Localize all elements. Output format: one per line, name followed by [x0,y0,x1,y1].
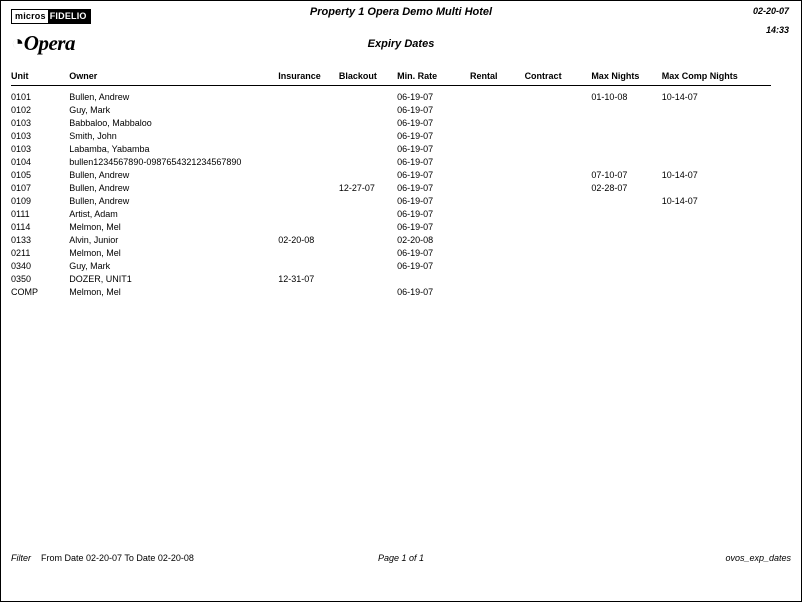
table-row [11,117,771,130]
table-row [11,247,771,260]
fidelio-logo-text: FIDELIO [48,10,90,23]
cell-max-comp-nights [662,182,771,195]
table-row [11,143,771,156]
cell-max-nights [591,247,661,260]
cell-rental [470,208,525,221]
table-row [11,130,771,143]
page-indicator: Page 1 of 1 [377,553,425,563]
cell-contract [525,221,592,234]
cell-contract [525,234,592,247]
cell-insurance [278,143,339,156]
cell-owner: Melmon, Mel [69,287,121,297]
cell-max-nights [591,130,661,143]
cell-rental [470,169,525,182]
cell-rental [470,195,525,208]
cell-rental [470,260,525,273]
cell-max-comp-nights [662,273,771,286]
cell-max-nights [591,156,661,169]
table-header [11,71,771,86]
cell-blackout [339,247,397,260]
cell-min-rate: 06-19-07 [397,144,434,154]
cell-max-nights [591,273,661,286]
table-row [11,221,771,234]
report-date-stamp: 02-20-07 [752,6,789,16]
cell-contract [525,156,592,169]
report-table-wrapper [11,71,771,299]
cell-blackout [339,221,397,234]
cell-max-comp-nights: 10-14-07 [661,196,698,206]
cell-max-comp-nights [662,247,771,260]
cell-unit: 0114 [11,222,31,232]
report-footer [11,553,791,565]
cell-rental [470,143,525,156]
cell-min-rate: 06-19-07 [397,183,434,193]
cell-min-rate: 06-19-07 [397,196,434,206]
cell-rental [470,247,525,260]
cell-min-rate: 06-19-07 [397,118,434,128]
cell-blackout [339,156,397,169]
cell-unit: 0103 [11,118,32,128]
table-row [11,234,771,247]
column-header-contract: Contract [524,71,562,81]
cell-blackout [339,143,397,156]
column-header-rental: Rental [469,71,498,81]
cell-insurance [278,195,339,208]
cell-blackout [339,286,397,299]
table-row [11,260,771,273]
cell-max-comp-nights: 10-14-07 [661,92,698,102]
cell-unit: 0103 [11,131,32,141]
cell-contract [525,286,592,299]
cell-contract [525,195,592,208]
table-row [11,208,771,221]
cell-insurance [278,130,339,143]
cell-owner: Bullen, Andrew [69,196,130,206]
cell-max-nights [591,143,661,156]
cell-max-nights: 02-28-07 [591,183,628,193]
column-header-blackout: Blackout [338,71,377,81]
cell-insurance [278,182,339,195]
cell-contract [525,273,592,286]
cell-owner: Bullen, Andrew [69,92,130,102]
cell-owner: bullen1234567890-0987654321234567890 [69,157,242,167]
cell-max-comp-nights [662,104,771,117]
cell-owner: Bullen, Andrew [69,183,130,193]
cell-max-comp-nights [662,143,771,156]
cell-contract [525,117,592,130]
cell-contract [525,247,592,260]
cell-max-comp-nights [662,221,771,234]
cell-owner: Babbaloo, Mabbaloo [69,118,152,128]
cell-rental [470,234,525,247]
cell-max-nights [591,195,661,208]
cell-blackout [339,273,397,286]
cell-unit: 0111 [11,209,30,219]
cell-min-rate: 06-19-07 [397,92,434,102]
column-header-owner: Owner [69,71,98,81]
cell-unit: 0104 [11,157,32,167]
cell-contract [525,169,592,182]
table-row [11,169,771,182]
table-row [11,273,771,286]
cell-insurance [278,260,339,273]
cell-owner: Melmon, Mel [69,222,121,232]
cell-max-comp-nights [662,286,771,299]
cell-min-rate: 06-19-07 [397,222,434,232]
table-row [11,182,771,195]
column-header-max-nights: Max Nights [591,71,640,81]
report-id: ovos_exp_dates [725,553,791,563]
cell-blackout [339,130,397,143]
cell-insurance [278,286,339,299]
cell-max-nights: 01-10-08 [591,92,628,102]
micros-logo-text: micros [15,11,46,21]
cell-blackout [339,86,397,105]
cell-max-comp-nights [662,130,771,143]
cell-min-rate: 06-19-07 [397,170,434,180]
cell-min-rate: 06-19-07 [397,131,434,141]
cell-unit: 0101 [11,92,32,102]
cell-min-rate: 02-20-08 [397,235,434,245]
cell-min-rate: 06-19-07 [397,287,434,297]
cell-insurance: 02-20-08 [278,235,315,245]
cell-insurance [278,208,339,221]
cell-blackout [339,195,397,208]
opera-brand-text: Opera [23,31,75,55]
cell-max-comp-nights [662,156,771,169]
table-row [11,104,771,117]
table-header-row [11,71,771,85]
cell-owner: Guy, Mark [69,105,111,115]
cell-min-rate: 06-19-07 [397,209,434,219]
cell-rental [470,86,525,105]
cell-unit: 0350 [11,274,32,284]
cell-unit: 0133 [11,235,32,245]
cell-owner: Labamba, Yabamba [69,144,150,154]
cell-min-rate [397,273,470,286]
cell-insurance [278,104,339,117]
cell-insurance [278,221,339,234]
column-header-insurance: Insurance [278,71,321,81]
cell-max-comp-nights [662,234,771,247]
cell-max-nights [591,234,661,247]
cell-max-comp-nights [662,117,771,130]
cell-unit: 0109 [11,196,32,206]
cell-blackout [339,117,397,130]
filter-label: Filter [11,553,31,563]
report-title: Expiry Dates [367,38,435,50]
cell-blackout [339,208,397,221]
cell-max-nights [591,221,661,234]
cell-min-rate: 06-19-07 [397,261,434,271]
cell-max-nights [591,117,661,130]
column-header-unit: Unit [11,71,29,81]
cell-rental [470,286,525,299]
column-header-max-comp-nights: Max Comp Nights [661,71,738,81]
cell-contract [525,104,592,117]
cell-insurance [278,247,339,260]
expiry-dates-table [11,71,771,299]
cell-max-nights [591,286,661,299]
cell-max-nights [591,260,661,273]
cell-blackout: 12-27-07 [338,183,375,193]
cell-unit: 0103 [11,144,32,154]
property-title: Property 1 Opera Demo Multi Hotel [309,6,493,18]
cell-max-comp-nights [662,208,771,221]
cell-unit: 0105 [11,170,32,180]
cell-owner: Alvin, Junior [69,235,119,245]
cell-contract [525,143,592,156]
cell-unit: COMP [11,287,38,297]
cell-insurance [278,86,339,105]
cell-rental [470,117,525,130]
cell-max-nights [591,208,661,221]
cell-max-nights: 07-10-07 [591,170,628,180]
cell-max-comp-nights: 10-14-07 [661,170,698,180]
filter-value: From Date 02-20-07 To Date 02-20-08 [41,553,194,563]
cell-min-rate: 06-19-07 [397,105,434,115]
cell-rental [470,104,525,117]
cell-owner: Smith, John [69,131,117,141]
cell-insurance [278,117,339,130]
cell-contract [525,208,592,221]
cell-contract [525,260,592,273]
cell-unit: 0340 [11,261,32,271]
cell-max-nights [591,104,661,117]
cell-min-rate: 06-19-07 [397,248,434,258]
cell-blackout [339,169,397,182]
cell-insurance [278,156,339,169]
table-row [11,86,771,105]
cell-rental [470,156,525,169]
table-row [11,156,771,169]
cell-owner: Melmon, Mel [69,248,121,258]
cell-contract [525,86,592,105]
cell-unit: 0102 [11,105,32,115]
opera-swirl-icon: ◔ [11,30,24,55]
cell-owner: Bullen, Andrew [69,170,130,180]
table-row [11,286,771,299]
cell-blackout [339,260,397,273]
cell-insurance [278,169,339,182]
cell-owner: DOZER, UNIT1 [69,274,132,284]
cell-unit: 0107 [11,183,32,193]
cell-unit: 0211 [11,248,31,258]
cell-contract [525,182,592,195]
cell-rental [470,273,525,286]
cell-max-comp-nights [662,260,771,273]
cell-rental [470,182,525,195]
report-time-stamp: 14:33 [765,25,789,35]
table-body [11,86,771,300]
cell-insurance: 12-31-07 [278,274,315,284]
cell-rental [470,221,525,234]
column-header-min-rate: Min. Rate [397,71,438,81]
cell-blackout [339,104,397,117]
cell-contract [525,130,592,143]
cell-owner: Guy, Mark [69,261,111,271]
cell-min-rate: 06-19-07 [397,157,434,167]
cell-owner: Artist, Adam [69,209,118,219]
table-row [11,195,771,208]
cell-rental [470,130,525,143]
cell-blackout [339,234,397,247]
